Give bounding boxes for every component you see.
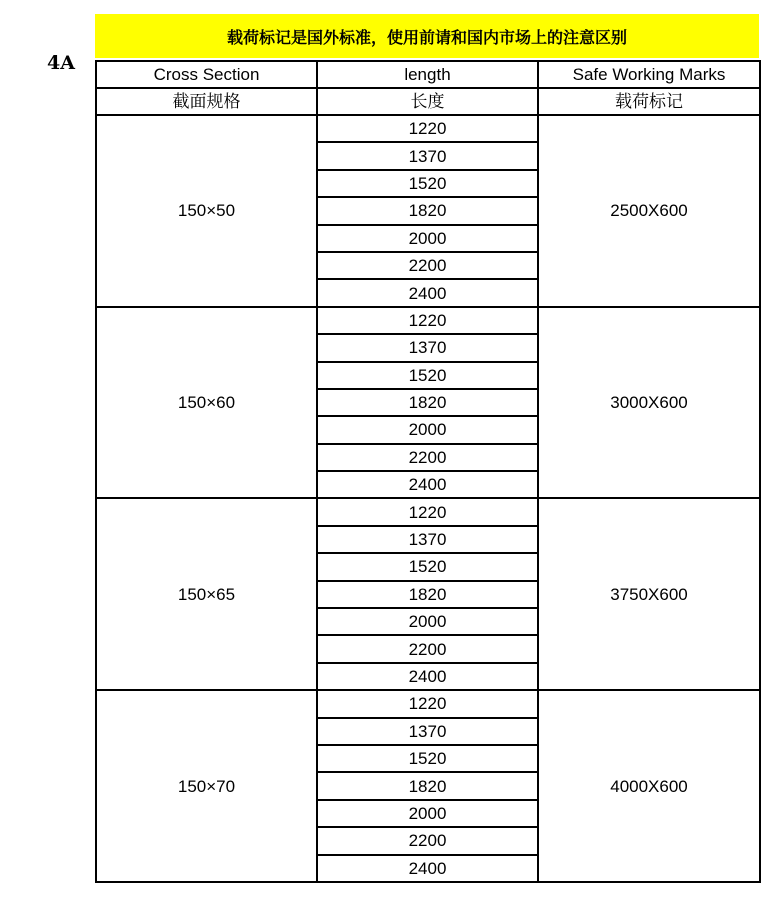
length-cell: 2000	[317, 225, 538, 252]
length-cell: 1220	[317, 498, 538, 525]
length-cell: 1820	[317, 581, 538, 608]
length-cell: 2400	[317, 663, 538, 690]
table-row	[96, 498, 760, 525]
length-cell: 1370	[317, 334, 538, 361]
safe-working-marks-cell: 3750X600	[538, 498, 760, 690]
table-id-label: 4A	[47, 52, 75, 74]
notice-banner: 载荷标记是国外标准，使用前请和国内市场上的注意区别	[95, 14, 759, 58]
length-cell: 1370	[317, 142, 538, 169]
table-row	[96, 115, 760, 142]
length-cell: 1370	[317, 526, 538, 553]
length-cell: 2000	[317, 416, 538, 443]
length-cell: 1520	[317, 553, 538, 580]
cross-section-cell: 150×50	[96, 115, 317, 307]
length-cell: 2000	[317, 800, 538, 827]
header-safe-working-marks: Safe Working Marks	[538, 61, 760, 88]
length-cell: 2400	[317, 855, 538, 882]
length-cell: 1520	[317, 170, 538, 197]
length-cell: 1520	[317, 745, 538, 772]
load-mark-table	[95, 60, 761, 883]
length-cell: 2200	[317, 827, 538, 854]
length-cell: 2000	[317, 608, 538, 635]
safe-working-marks-cell: 2500X600	[538, 115, 760, 307]
header-row-en	[96, 61, 760, 88]
table-row	[96, 690, 760, 717]
length-cell: 2200	[317, 635, 538, 662]
header-row-cn	[96, 88, 760, 115]
header-length: length	[317, 61, 538, 88]
table-row	[96, 307, 760, 334]
length-cell: 2200	[317, 444, 538, 471]
length-cell: 1220	[317, 115, 538, 142]
length-cell: 2400	[317, 471, 538, 498]
cross-section-cell: 150×65	[96, 498, 317, 690]
length-cell: 1220	[317, 307, 538, 334]
cross-section-cell: 150×60	[96, 307, 317, 499]
safe-working-marks-cell: 4000X600	[538, 690, 760, 882]
cross-section-cell: 150×70	[96, 690, 317, 882]
length-cell: 1820	[317, 389, 538, 416]
header-length-cn: 长度	[317, 88, 538, 115]
safe-working-marks-cell: 3000X600	[538, 307, 760, 499]
length-cell: 2400	[317, 279, 538, 306]
length-cell: 1820	[317, 197, 538, 224]
header-safe-working-marks-cn: 载荷标记	[538, 88, 760, 115]
header-cross-section-cn: 截面规格	[96, 88, 317, 115]
length-cell: 1520	[317, 362, 538, 389]
length-cell: 1370	[317, 718, 538, 745]
length-cell: 1220	[317, 690, 538, 717]
header-cross-section: Cross Section	[96, 61, 317, 88]
length-cell: 1820	[317, 772, 538, 799]
length-cell: 2200	[317, 252, 538, 279]
